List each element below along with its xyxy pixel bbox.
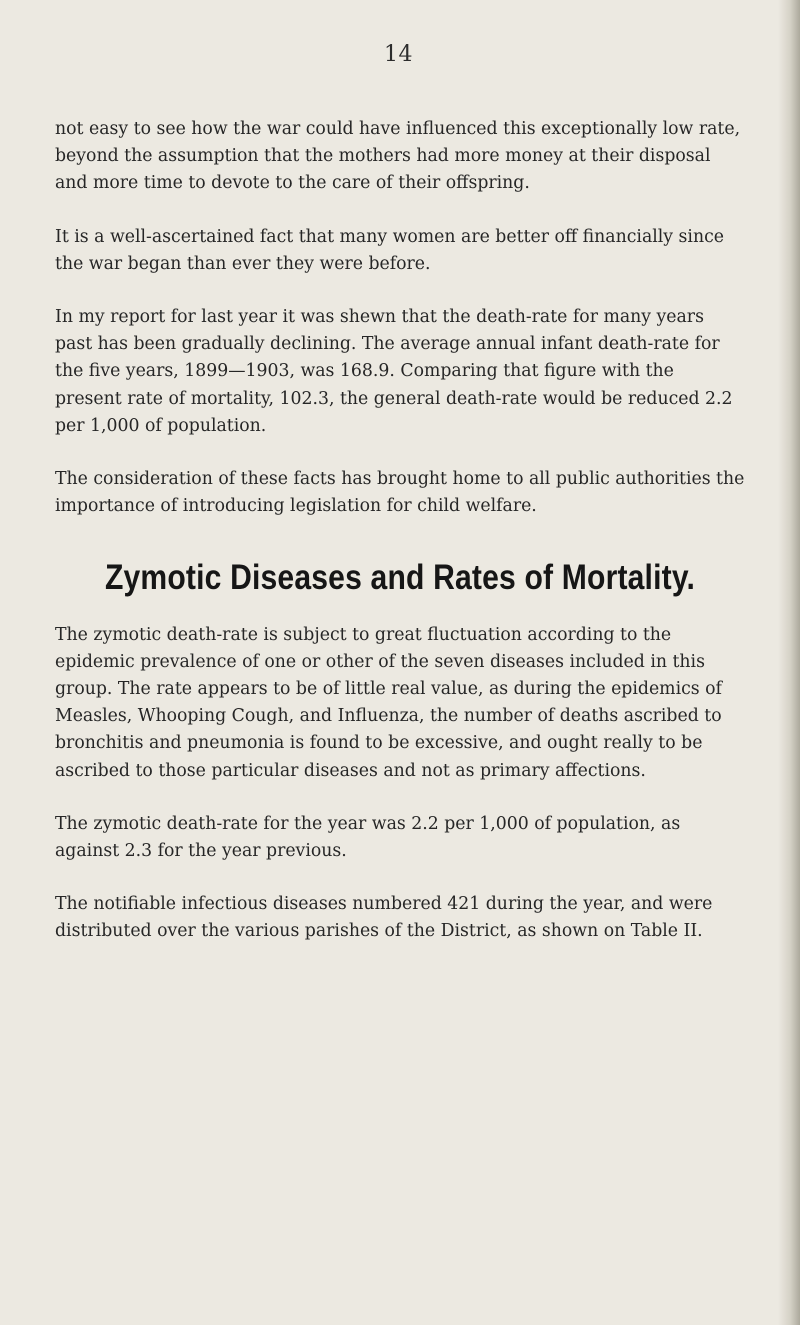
paragraph-4: The consideration of these facts has brought home to all public authorities the importance of introducing legislation for child welfare.	[55, 469, 745, 517]
paragraph-3: In my report for last year it was shewn that the death-rate for many years past has been gradually declining. The average annual infant death-rate for the five years, 1899—1903, was 168.9. Comparing that figure with the present rate of mortality, 102.3, the general death-rate would be reduced 2.2 per 1,000 of population.	[55, 307, 733, 436]
paragraph-5: The zymotic death-rate is subject to great fluctuation according to the epidemic prevalence of one or other of the seven diseases included in this group. The rate appears to be of little real value, as during the epidemics of Measles, Whooping Cough, and Influenza, the number of deaths ascribed to bronchitis and pneumonia is found to be excessive, and ought really to be ascribed to those particular diseases and not as primary affections.	[55, 624, 722, 781]
paragraph-7: The notifiable infectious diseases numbered 421 during the year, and were distributed over the various parishes of the District, as shown on Table II.	[55, 894, 713, 942]
page-body	[55, 116, 745, 972]
paragraph-2: It is a well-ascertained fact that many women are better off financially since the war began than ever they were before.	[55, 226, 724, 274]
section-heading: Zymotic Diseases and Rates of Mortality.	[104, 558, 696, 598]
paragraph-6: The zymotic death-rate for the year was 2.2 per 1,000 of population, as against 2.3 for the year previous.	[55, 813, 681, 862]
page-number: 14	[384, 42, 413, 67]
page-edge-shadow	[778, 0, 800, 1325]
paragraph-1: not easy to see how the war could have influenced this exceptionally low rate, beyond the assumption that the mothers had more money at their disposal and more time to devote to the care of their offspring.	[55, 119, 741, 194]
